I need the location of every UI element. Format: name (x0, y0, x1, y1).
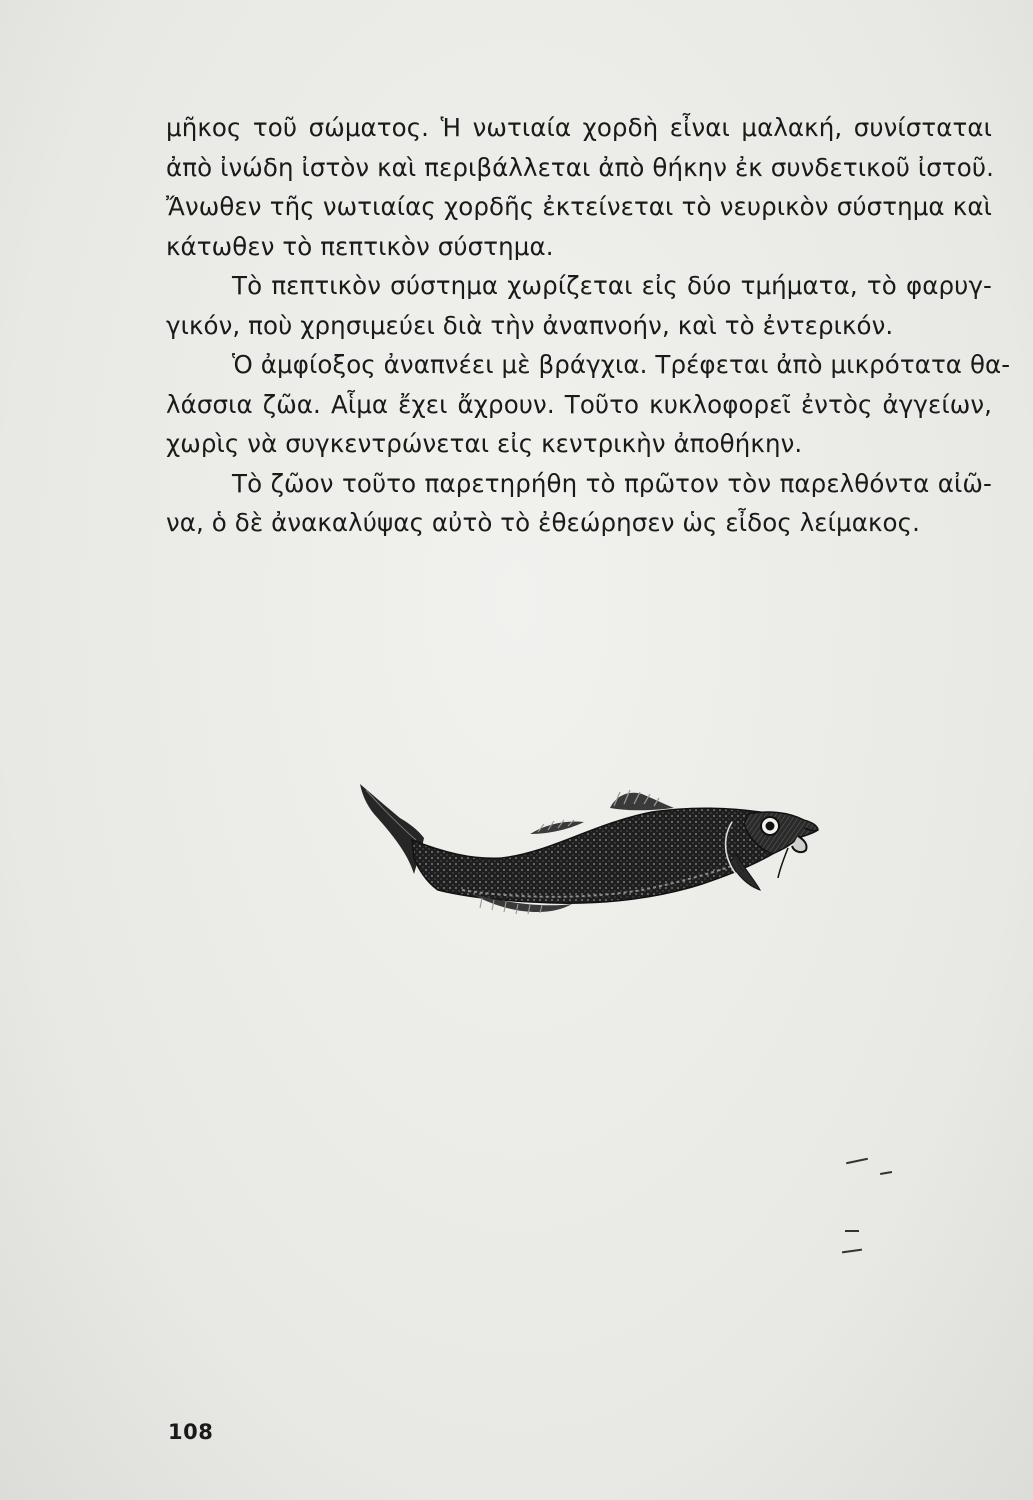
text-line: Τὸ ζῶον τοῦτο παρετηρήθη τὸ πρῶτον τὸν παρελθόντα αἰῶ- (232, 468, 992, 498)
page-number: 108 (168, 1420, 214, 1444)
text-line: Ἄνωθεν τῆς νωτιαίας χορδῆς ἐκτείνεται τὸ νευρικὸν σύστημα καὶ (166, 192, 992, 221)
text-line: γικόν, ποὺ χρησιμεύει διὰ τὴν ἀναπνοήν, καὶ τὸ ἐντερικόν. (166, 310, 894, 340)
scan-speck (845, 1230, 859, 1232)
scan-speck (846, 1158, 868, 1165)
text-line: Ὁ ἀμφίοξος ἀναπνέει μὲ βράγχια. Τρέφεται ἀπὸ μικρότατα θα- (232, 350, 1011, 379)
text-line: κάτωθεν τὸ πεπτικὸν σύστημα. (166, 231, 554, 261)
text-line: λάσσια ζῶα. Αἷμα ἔχει ἄχρουν. Τοῦτο κυκλοφορεῖ ἐντὸς ἀγγείων, (166, 389, 992, 419)
text-line: να, ὁ δὲ ἀνακαλύψας αὐτὸ τὸ ἐθεώρησεν ὡς εἶδος λείμακος. (166, 508, 920, 537)
text-line: ἀπὸ ἰνώδη ἰστὸν καὶ περιβάλλεται ἀπὸ θήκην ἐκ συνδετικοῦ ἰστοῦ. (166, 152, 994, 182)
text-line: χωρὶς νὰ συγκεντρώνεται εἰς κεντρικὴν ἀποθήκην. (166, 429, 803, 458)
body-text (166, 108, 1011, 543)
text-line: μῆκος τοῦ σώματος. Ἡ νωτιαία χορδὴ εἶναι μαλακή, συνίσταται (166, 113, 992, 142)
fish-illustration (352, 778, 822, 938)
scan-speck (880, 1171, 892, 1175)
text-line: Τὸ πεπτικὸν σύστημα χωρίζεται εἰς δύο τμήματα, τὸ φαρυγ- (232, 271, 992, 300)
scan-speck (842, 1249, 862, 1254)
